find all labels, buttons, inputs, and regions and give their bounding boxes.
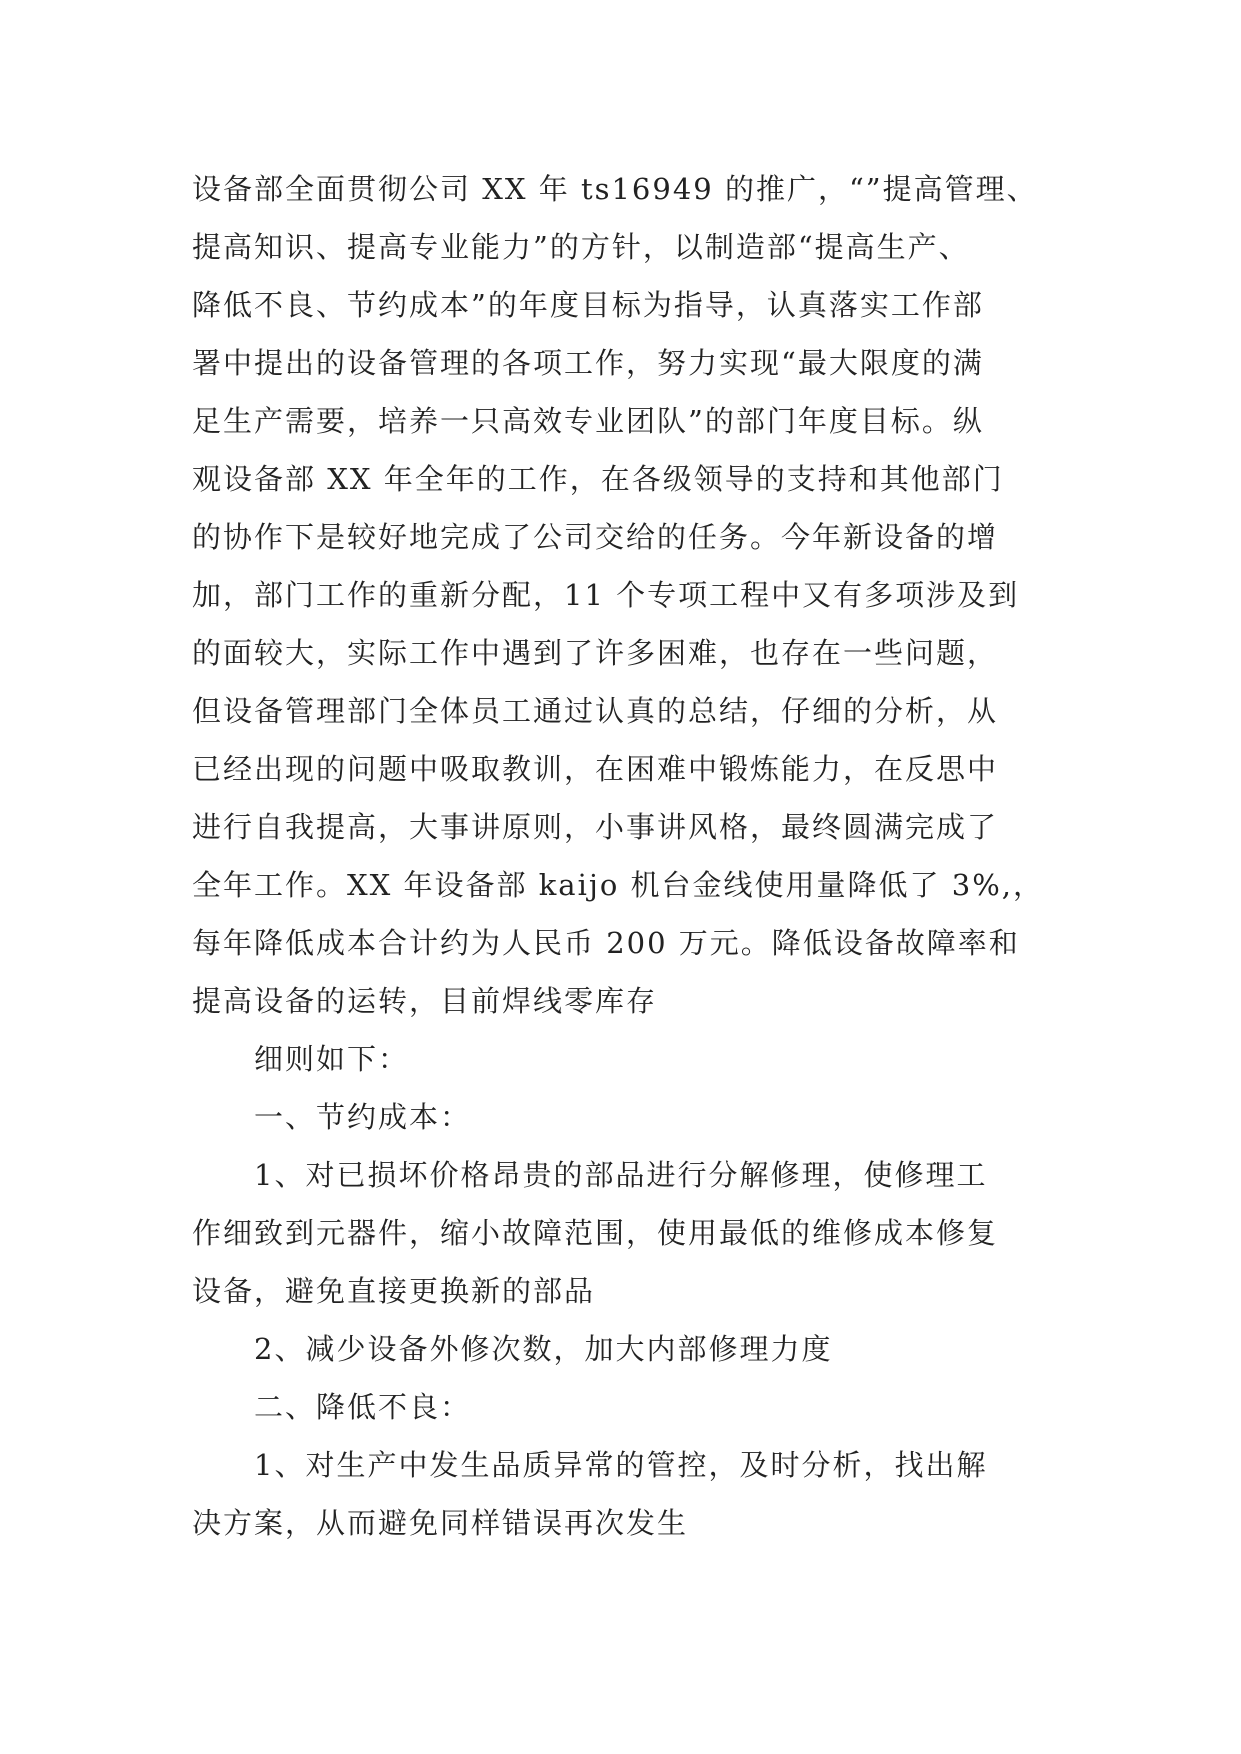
list-item-defects-1 [192,1436,1072,1552]
item-line: 设备，避免直接更换新的部品 [192,1274,596,1308]
paragraph-line: 加，部门工作的重新分配，11 个专项工程中又有多项涉及到 [192,578,1020,612]
paragraph-line: 降低不良、节约成本”的年度目标为指导，认真落实工作部 [192,288,984,322]
paragraph-line: 但设备管理部门全体员工通过认真的总结，仔细的分析，从 [192,694,999,728]
item-line: 决方案，从而避免同样错误再次发生 [192,1506,689,1540]
paragraph-line: 每年降低成本合计约为人民币 200 万元。降低设备故障率和 [192,926,1020,960]
paragraph-line: 观设备部 XX 年全年的工作，在各级领导的支持和其他部门 [192,462,1004,496]
details-intro: 细则如下： [254,1042,410,1076]
item-line: 1、对生产中发生品质异常的管控，及时分析，找出解 [254,1448,988,1482]
paragraph-line: 设备部全面贯彻公司 XX 年 ts16949 的推广，“”提高管理、 [192,172,1038,206]
list-item-cost-2: 2、减少设备外修次数，加大内部修理力度 [254,1332,833,1366]
section-heading-defects: 二、降低不良： [254,1390,472,1424]
section-heading-cost: 一、节约成本： [254,1100,472,1134]
summary-paragraph [192,160,1072,1030]
paragraph-line: 提高知识、提高专业能力”的方针，以制造部“提高生产、 [192,230,970,264]
paragraph-line: 进行自我提高，大事讲原则，小事讲风格，最终圆满完成了 [192,810,999,844]
paragraph-line: 的协作下是较好地完成了公司交给的任务。今年新设备的增 [192,520,999,554]
list-item-cost-1 [192,1146,1072,1320]
paragraph-line: 已经出现的问题中吸取教训，在困难中锻炼能力，在反思中 [192,752,999,786]
item-line: 作细致到元器件，缩小故障范围，使用最低的维修成本修复 [192,1216,999,1250]
paragraph-line: 足生产需要，培养一只高效专业团队”的部门年度目标。纵 [192,404,984,438]
item-line: 1、对已损坏价格昂贵的部品进行分解修理，使修理工 [254,1158,988,1192]
paragraph-line: 的面较大，实际工作中遇到了许多困难，也存在一些问题， [192,636,999,670]
document-body [192,160,1072,1552]
paragraph-line: 提高设备的运转，目前焊线零库存 [192,984,658,1018]
paragraph-line: 署中提出的设备管理的各项工作，努力实现“最大限度的满 [192,346,984,380]
paragraph-line: 全年工作。XX 年设备部 kaijo 机台金线使用量降低了 3%,， [192,868,1044,902]
